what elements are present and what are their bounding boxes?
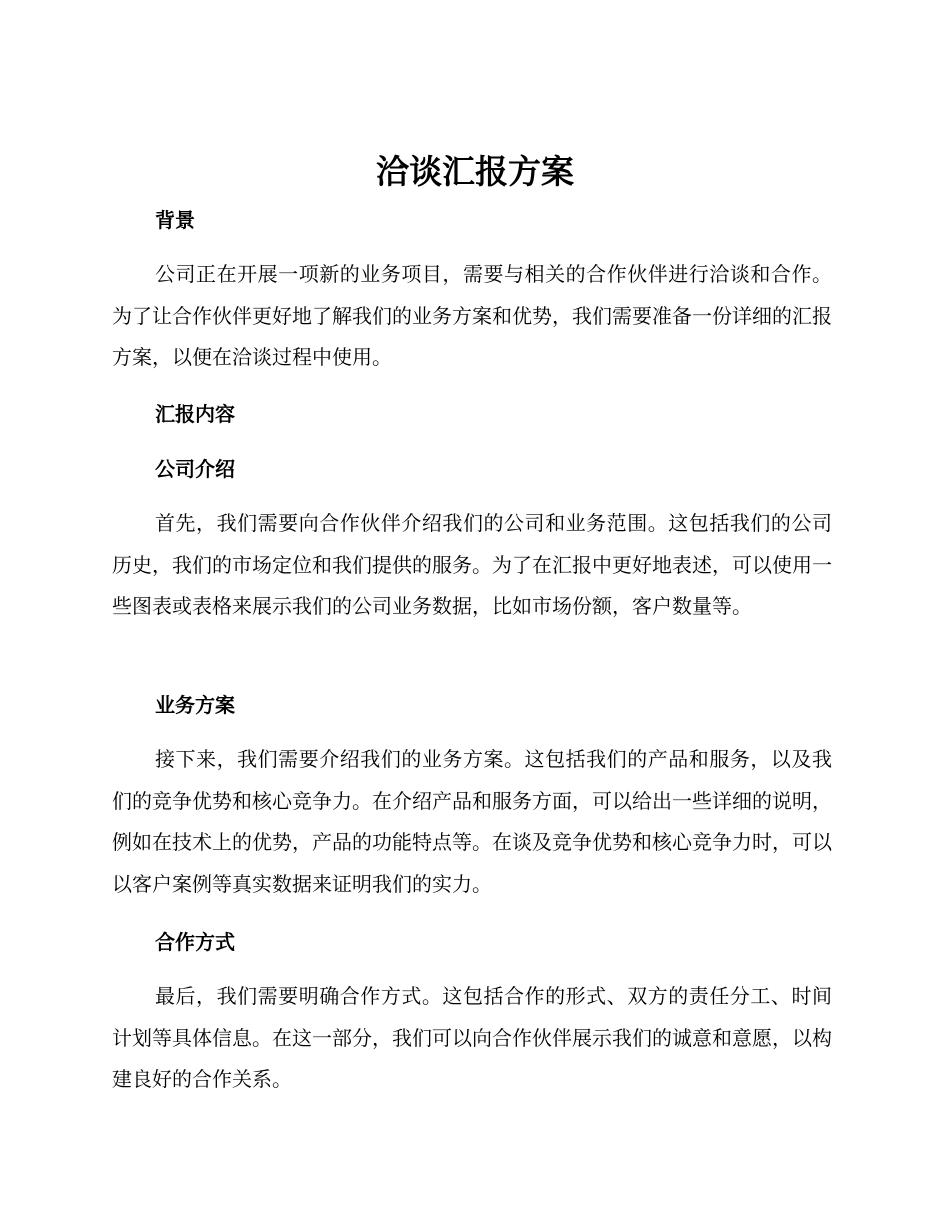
section-heading-background: 背景 (155, 208, 195, 232)
section-heading-company-intro: 公司介绍 (155, 457, 235, 481)
section-paragraph-background: 公司正在开展一项新的业务项目，需要与相关的合作伙伴进行洽谈和合作。为了让合作伙伴更好地了解我们的业务方案和优势，我们需要准备一份详细的汇报方案，以便在洽谈过程中使用。 (112, 262, 832, 369)
section-heading-business-plan: 业务方案 (155, 693, 235, 717)
document-title: 洽谈汇报方案 (376, 152, 574, 191)
section-heading-cooperation: 合作方式 (155, 930, 235, 954)
section-paragraph-business-plan: 接下来，我们需要介绍我们的业务方案。这包括我们的产品和服务，以及我们的竞争优势和核心竞争力。在介绍产品和服务方面，可以给出一些详细的说明，例如在技术上的优势，产品的功能特点等。在谈及竞争优势和核心竞争力时，可以以客户案例等真实数据来证明我们的实力。 (112, 747, 832, 896)
section-paragraph-cooperation: 最后，我们需要明确合作方式。这包括合作的形式、双方的责任分工、时间计划等具体信息。在这一部分，我们可以向合作伙伴展示我们的诚意和意愿，以构建良好的合作关系。 (112, 984, 832, 1091)
section-heading-report-content: 汇报内容 (155, 402, 235, 426)
section-paragraph-company-intro: 首先，我们需要向合作伙伴介绍我们的公司和业务范围。这包括我们的公司历史，我们的市场定位和我们提供的服务。为了在汇报中更好地表述，可以使用一些图表或表格来展示我们的公司业务数据，比如市场份额，客户数量等。 (112, 511, 832, 618)
